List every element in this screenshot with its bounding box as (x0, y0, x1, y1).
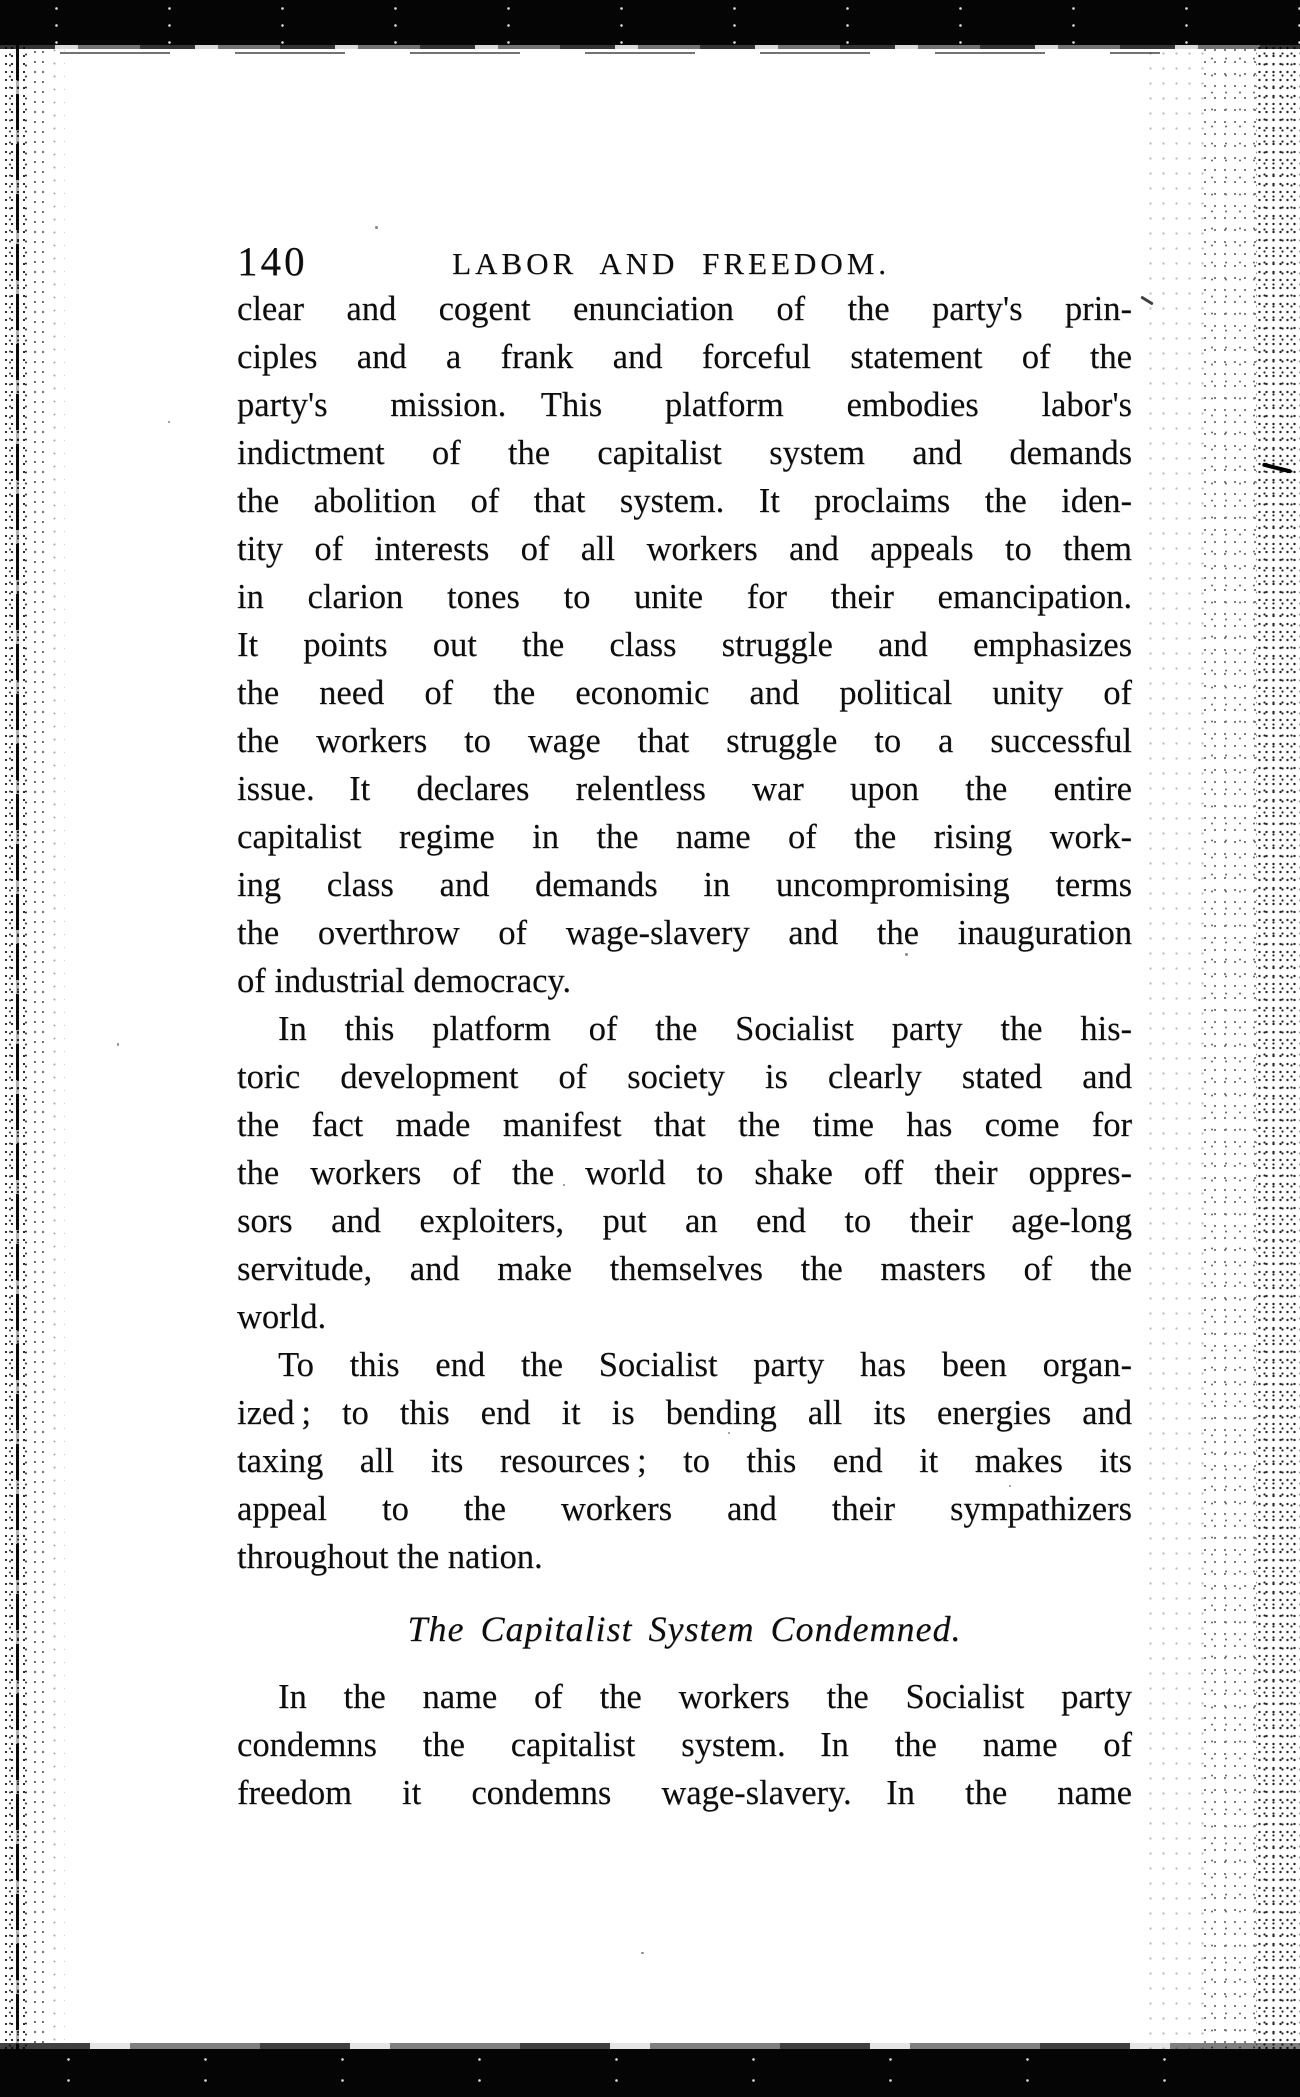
paragraph (237, 285, 1132, 1005)
text-line: the fact made manifest that the time has come for (237, 1106, 1132, 1144)
text-line: In this platform of the Socialist party the his- (278, 1010, 1132, 1048)
page-number: 140 (237, 238, 308, 284)
text-line: throughout the nation. (237, 1538, 543, 1576)
scan-speck (168, 421, 170, 423)
book-binding-line (16, 44, 19, 2051)
text-line: It points out the class struggle and emphasizes (237, 626, 1132, 664)
text-line: ized ; to this end it is bending all its energies and (237, 1394, 1132, 1432)
text-line: clear and cogent enunciation of the party's prin- (237, 290, 1132, 328)
text-line: freedom it condemns wage-slavery. In the name (237, 1774, 1132, 1812)
page-edge-texture (1256, 44, 1300, 2051)
text-line: world. (237, 1298, 327, 1336)
scan-speck (117, 1043, 119, 1046)
page-header (237, 230, 1132, 282)
page-edge-texture (1140, 44, 1205, 2051)
text-line: the need of the economic and political unity of (237, 674, 1132, 712)
text-line: indictment of the capitalist system and demands (237, 434, 1132, 472)
text-line: party's mission. This platform embodies labor's (237, 386, 1132, 424)
text-line: the abolition of that system. It proclaims the iden- (237, 482, 1132, 520)
text-line: toric development of society is clearly stated and (237, 1058, 1132, 1096)
text-line: taxing all its resources ; to this end it makes its (237, 1442, 1132, 1480)
text-line: servitude, and make themselves the masters of the (237, 1250, 1132, 1288)
book-binding-texture (29, 44, 49, 2051)
scan-speck (375, 226, 378, 229)
book-binding-texture (49, 44, 65, 2051)
scan-top-band (0, 0, 1300, 45)
text-line: tity of interests of all workers and appeals to them (237, 530, 1132, 568)
text-line: the workers of the world to shake off their oppres- (237, 1154, 1132, 1192)
text-line: To this end the Socialist party has been organ- (278, 1346, 1132, 1384)
text-line: the overthrow of wage-slavery and the inauguration (237, 914, 1132, 952)
text-line: appeal to the workers and their sympathizers (237, 1490, 1132, 1528)
text-line: sors and exploiters, put an end to their age-long (237, 1202, 1132, 1240)
text-line: condemns the capitalist system. In the name of (237, 1726, 1132, 1764)
section-heading: The Capitalist System Condemned. (407, 1609, 962, 1649)
text-line: capitalist regime in the name of the rising work- (237, 818, 1132, 856)
scan-bottom-band (0, 2049, 1300, 2097)
text-line: ing class and demands in uncompromising terms (237, 866, 1132, 904)
paragraph (237, 1341, 1132, 1581)
scan-speck (641, 1952, 644, 1954)
text-line: of industrial democracy. (237, 962, 572, 1000)
paragraph (237, 1673, 1132, 1817)
page-body (237, 285, 1132, 1817)
page-edge-texture (1200, 44, 1258, 2051)
text-line: In the name of the workers the Socialist party (278, 1678, 1132, 1716)
paragraph (237, 1005, 1132, 1341)
text-line: in clarion tones to unite for their emancipation. (237, 578, 1132, 616)
text-line: the workers to wage that struggle to a successful (237, 722, 1132, 760)
text-line: ciples and a frank and forceful statement of the (237, 338, 1132, 376)
text-line: issue. It declares relentless war upon the entire (237, 770, 1132, 808)
running-title: LABOR AND FREEDOM. (452, 246, 891, 281)
